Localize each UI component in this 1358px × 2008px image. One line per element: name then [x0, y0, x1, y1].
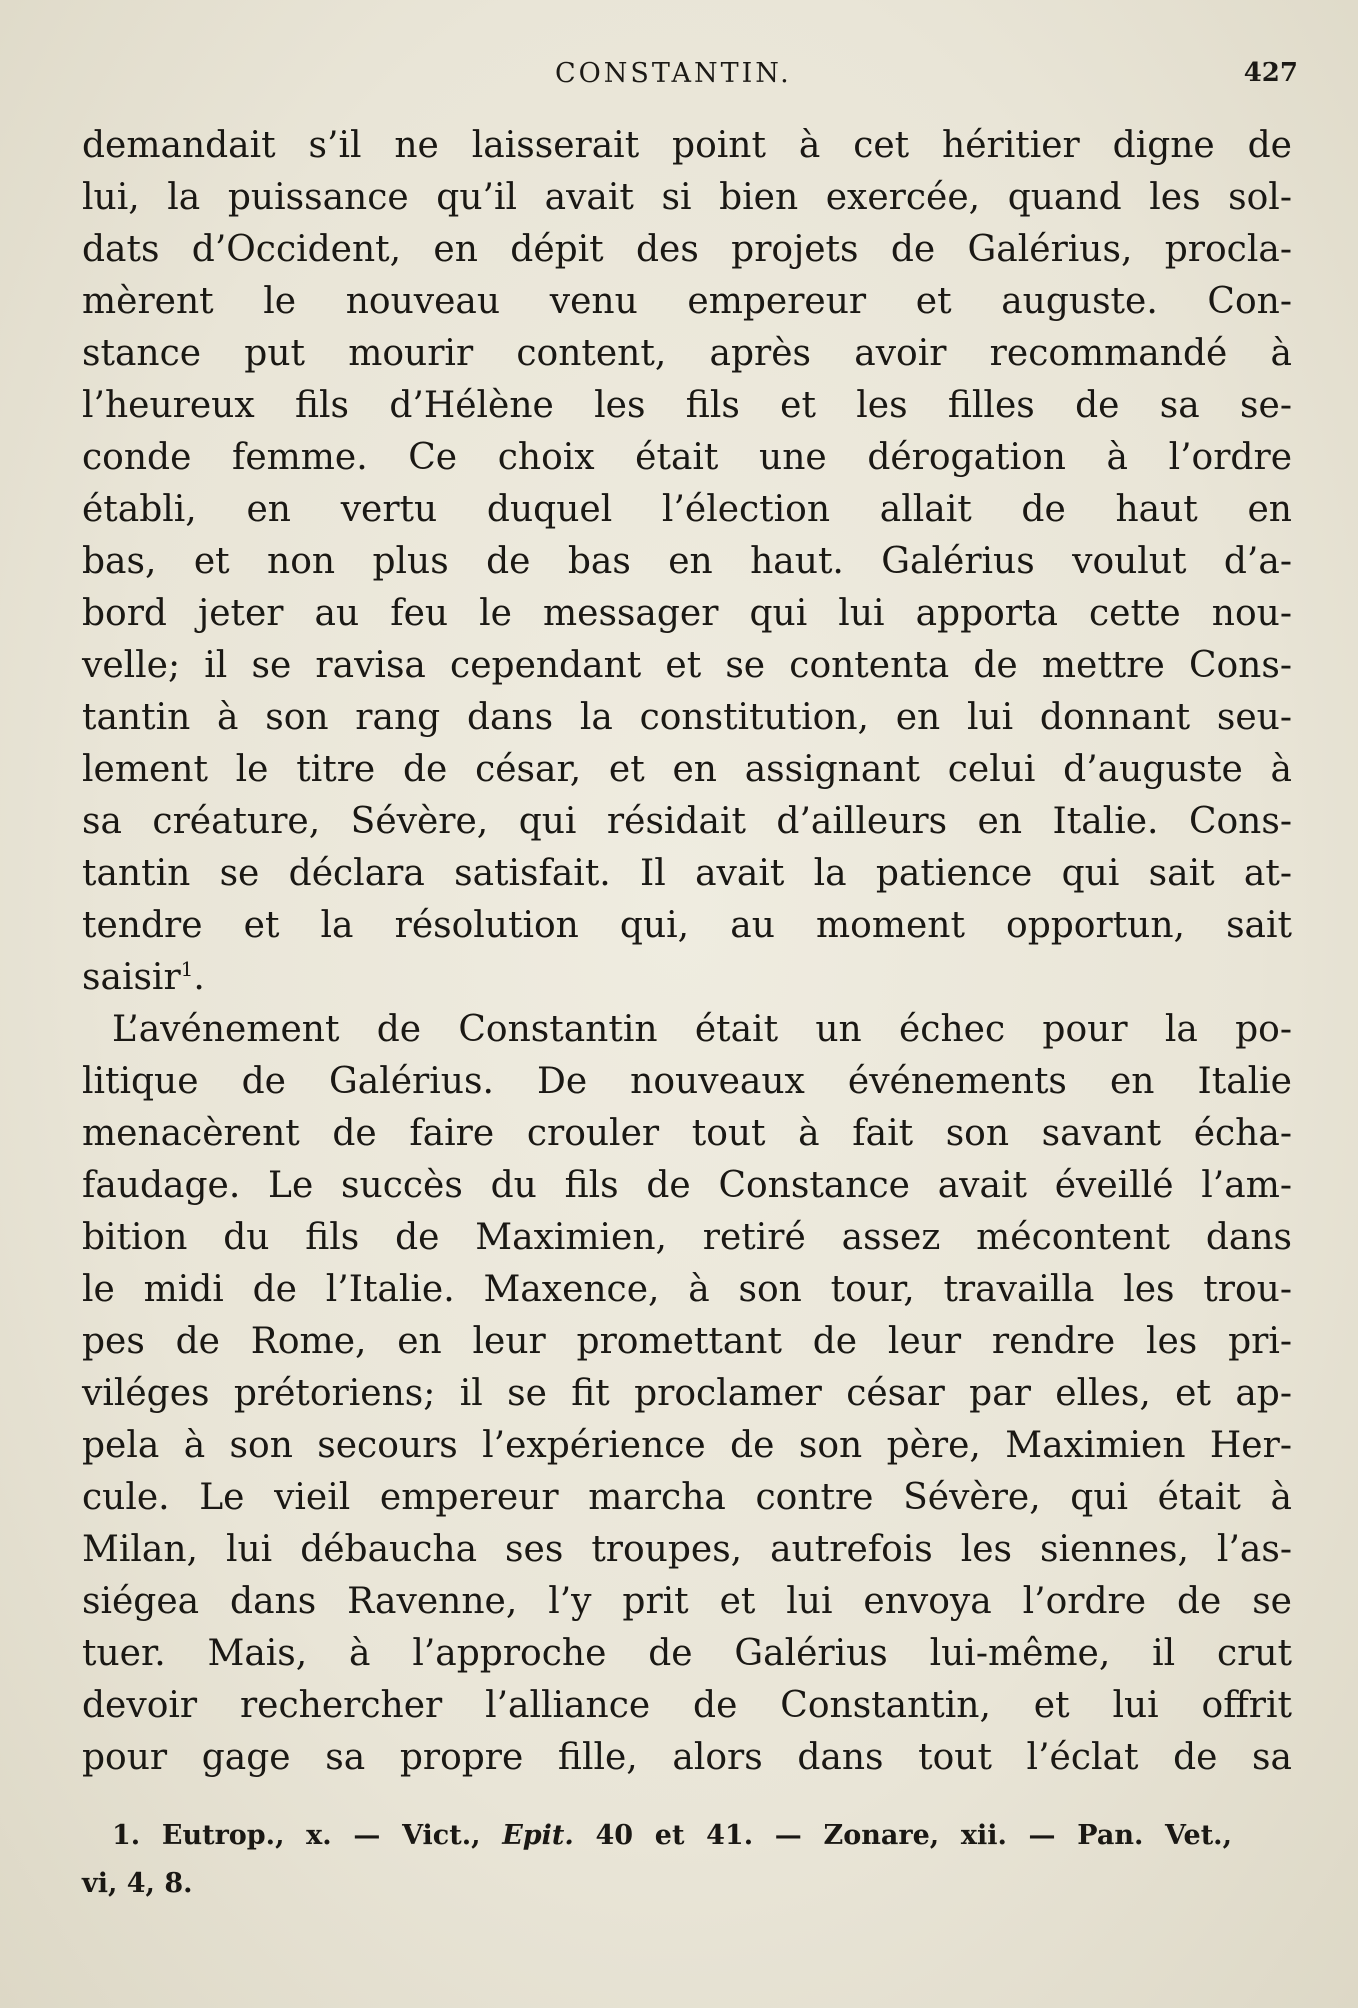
footnote-1	[82, 1812, 1232, 1860]
text-line: tuer. Mais, à l’approche de Galérius lui-même, il crut	[82, 1633, 1292, 1674]
text-line: viléges prétoriens; il se fit proclamer césar par elles, et ap-	[82, 1373, 1292, 1414]
text-line: demandait s’il ne laisserait point à cet héritier digne de	[82, 125, 1292, 166]
page-number: 427	[1243, 58, 1298, 88]
text-line-paragraph-start: L’avénement de Constantin était un échec pour la po-	[112, 1009, 1292, 1050]
footnote-1-continuation: vi, 4, 8.	[82, 1868, 193, 1899]
text-line: bord jeter au feu le messager qui lui apporta cette nou-	[82, 593, 1292, 634]
footnote-text: 40 et 41. — Zonare, xii. — Pan. Vet.,	[573, 1820, 1232, 1851]
running-head	[0, 58, 1358, 98]
text-line: conde femme. Ce choix était une dérogation à l’ordre	[82, 437, 1292, 478]
text-line: dats d’Occident, en dépit des projets de Galérius, procla-	[82, 229, 1292, 270]
text-line-end-paragraph: saisir$^1$.	[82, 957, 205, 998]
text-line: litique de Galérius. De nouveaux événements en Italie	[82, 1061, 1292, 1102]
text-line: établi, en vertu duquel l’élection allait de haut en	[82, 489, 1292, 530]
text-line: pour gage sa propre fille, alors dans tout l’éclat de sa	[82, 1737, 1292, 1778]
body-text	[82, 120, 1292, 1784]
footnotes	[82, 1812, 1232, 1908]
text-line: siégea dans Ravenne, l’y prit et lui envoya l’ordre de se	[82, 1581, 1292, 1622]
text-line: Milan, lui débaucha ses troupes, autrefois les siennes, l’as-	[82, 1529, 1292, 1570]
footnote-reference: 1	[180, 957, 194, 981]
text-line: sa créature, Sévère, qui résidait d’ailleurs en Italie. Cons-	[82, 801, 1292, 842]
text-line: bition du fils de Maximien, retiré assez mécontent dans	[82, 1217, 1292, 1258]
text-line: stance put mourir content, après avoir recommandé à	[82, 333, 1292, 374]
text-line: tantin se déclara satisfait. Il avait la patience qui sait at-	[82, 853, 1292, 894]
text-line: tantin à son rang dans la constitution, en lui donnant seu-	[82, 697, 1292, 738]
running-title: CONSTANTIN.	[555, 58, 792, 89]
text-line: mèrent le nouveau venu empereur et auguste. Con-	[82, 281, 1292, 322]
text-line: l’heureux fils d’Hélène les fils et les filles de sa se-	[82, 385, 1292, 426]
text-line: devoir rechercher l’alliance de Constantin, et lui offrit	[82, 1685, 1292, 1726]
text-line: faudage. Le succès du fils de Constance avait éveillé l’am-	[82, 1165, 1292, 1206]
text-line: le midi de l’Italie. Maxence, à son tour, travailla les trou-	[82, 1269, 1292, 1310]
text-line: cule. Le vieil empereur marcha contre Sévère, qui était à	[82, 1477, 1292, 1518]
text-line: tendre et la résolution qui, au moment opportun, sait	[82, 905, 1292, 946]
text-line: bas, et non plus de bas en haut. Galérius voulut d’a-	[82, 541, 1292, 582]
text-line: velle; il se ravisa cependant et se contenta de mettre Cons-	[82, 645, 1292, 686]
footnote-italic: Epit.	[502, 1820, 574, 1851]
text-line: pela à son secours l’expérience de son père, Maximien Her-	[82, 1425, 1292, 1466]
text-line: lement le titre de césar, et en assignant celui d’auguste à	[82, 749, 1292, 790]
text-line: menacèrent de faire crouler tout à fait son savant écha-	[82, 1113, 1292, 1154]
footnote-text: 1. Eutrop., x. — Vict.,	[112, 1820, 503, 1851]
text-line: lui, la puissance qu’il avait si bien exercée, quand les sol-	[82, 177, 1292, 218]
text-line: pes de Rome, en leur promettant de leur rendre les pri-	[82, 1321, 1292, 1362]
text-line: saisir	[82, 957, 181, 998]
